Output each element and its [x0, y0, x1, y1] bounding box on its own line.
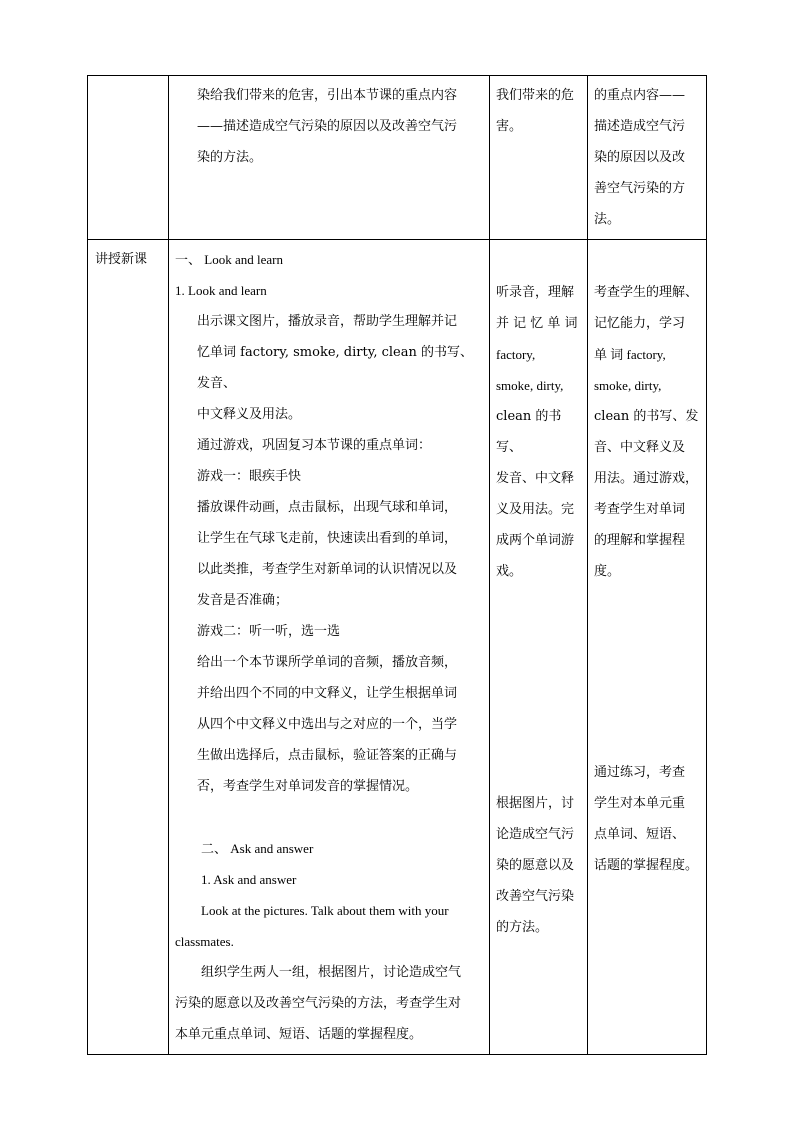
teacher-activity-cell	[169, 240, 490, 1055]
text-line: 发音是否准确；	[197, 593, 289, 608]
text-line: ——描述造成空气污染的原因以及改善空气污	[197, 119, 458, 134]
text-line: 论造成空气污	[496, 827, 575, 842]
text-line: factory,	[496, 347, 536, 362]
text-line: 点单词、短语、	[594, 827, 686, 842]
text-line: 本单元重点单词、短语、话题的掌握程度。	[175, 1027, 423, 1042]
text-line: 听录音，理解	[496, 285, 575, 300]
text-line: 改善空气污染	[496, 889, 575, 904]
text-line: 法。	[594, 212, 621, 227]
text-line: clean 的书写、	[496, 409, 562, 455]
text-line: 染的原因以及改	[594, 150, 686, 165]
text-line: 的理解和掌握程	[594, 533, 686, 548]
text-line: 染给我们带来的危害，引出本节课的重点内容	[197, 88, 458, 103]
text-line: 我们带来的危	[496, 88, 575, 103]
text-line: 根据图片，讨	[496, 796, 575, 811]
text-line: 给出一个本节课所学单词的音频，播放音频，	[197, 655, 458, 670]
lesson-plan-table	[87, 75, 707, 1055]
stage-cell	[88, 240, 169, 1055]
text-line: 义及用法。完	[496, 502, 575, 517]
text-line: 通过练习，考查	[594, 765, 686, 780]
text-line: 游戏一：眼疾手快	[197, 469, 302, 484]
text-line: 成两个单词游	[496, 533, 575, 548]
section-subheading: 1. Ask and answer	[201, 872, 297, 887]
text-line: 发音、中文释	[496, 471, 575, 486]
text-line: 戏。	[496, 564, 523, 579]
text-line: 记忆能力，学习	[594, 316, 686, 331]
text-line: 以此类推，考查学生对新单词的认识情况以及	[197, 562, 458, 577]
text-line: 播放课件动画，点击鼠标，出现气球和单词，	[197, 500, 458, 515]
text-line: 考查学生的理解、	[594, 285, 699, 300]
teacher-activity-cell	[169, 76, 490, 240]
text-line: 组织学生两人一组，根据图片，讨论造成空气	[201, 965, 462, 980]
table-row	[88, 76, 707, 240]
text-line: 否，考查学生对单词发音的掌握情况。	[197, 779, 419, 794]
text-line: 通过游戏，巩固复习本节课的重点单词：	[197, 438, 432, 453]
text-line: Look at the pictures. Talk about them with your	[201, 903, 449, 918]
stage-label: 讲授新课	[95, 252, 148, 267]
text-line: classmates.	[175, 934, 234, 949]
text-line: 的重点内容——	[594, 88, 686, 103]
text-line: smoke, dirty,	[594, 378, 662, 393]
section-heading: 二、 Ask and answer	[201, 841, 314, 856]
text-line: 善空气污染的方	[594, 181, 686, 196]
text-line: 考查学生对单词	[594, 502, 686, 517]
text-line: 话题的掌握程度。	[594, 858, 699, 873]
text-line: 的方法。	[496, 920, 549, 935]
section-heading: 一、 Look and learn	[175, 252, 283, 267]
text-line: 生做出选择后，点击鼠标，验证答案的正确与	[197, 748, 458, 763]
student-activity-cell	[490, 76, 588, 240]
text-line: 忆单词 factory, smoke, dirty, clean 的书写、发音、	[197, 345, 473, 391]
design-purpose-cell	[588, 240, 707, 1055]
text-line: 让学生在气球飞走前，快速读出看到的单词，	[197, 531, 458, 546]
text-line: 用法。通过游戏，	[594, 471, 699, 486]
text-line: 并给出四个不同的中文释义，让学生根据单词	[197, 686, 458, 701]
text-line: 单 词 factory,	[594, 347, 666, 362]
text-line: 游戏二：听一听，选一选	[197, 624, 341, 639]
section-subheading: 1. Look and learn	[175, 283, 267, 298]
text-line: 出示课文图片，播放录音，帮助学生理解并记	[197, 314, 458, 329]
text-line: 度。	[594, 564, 621, 579]
text-line: 害。	[496, 119, 523, 134]
text-line: smoke, dirty,	[496, 378, 564, 393]
text-line: 从四个中文释义中选出与之对应的一个，当学	[197, 717, 458, 732]
table-row	[88, 240, 707, 1055]
design-purpose-cell	[588, 76, 707, 240]
text-line: 污染的愿意以及改善空气污染的方法，考查学生对	[175, 996, 462, 1011]
text-line: 中文释义及用法。	[197, 407, 302, 422]
text-line: clean 的书写、发	[594, 409, 699, 424]
student-activity-cell	[490, 240, 588, 1055]
text-line: 染的愿意以及	[496, 858, 575, 873]
text-line: 描述造成空气污	[594, 119, 686, 134]
text-line: 学生对本单元重	[594, 796, 686, 811]
stage-cell	[88, 76, 169, 240]
text-line: 音、中文释义及	[594, 440, 686, 455]
text-line: 并 记 忆 单 词	[496, 316, 578, 331]
text-line: 染的方法。	[197, 150, 263, 165]
